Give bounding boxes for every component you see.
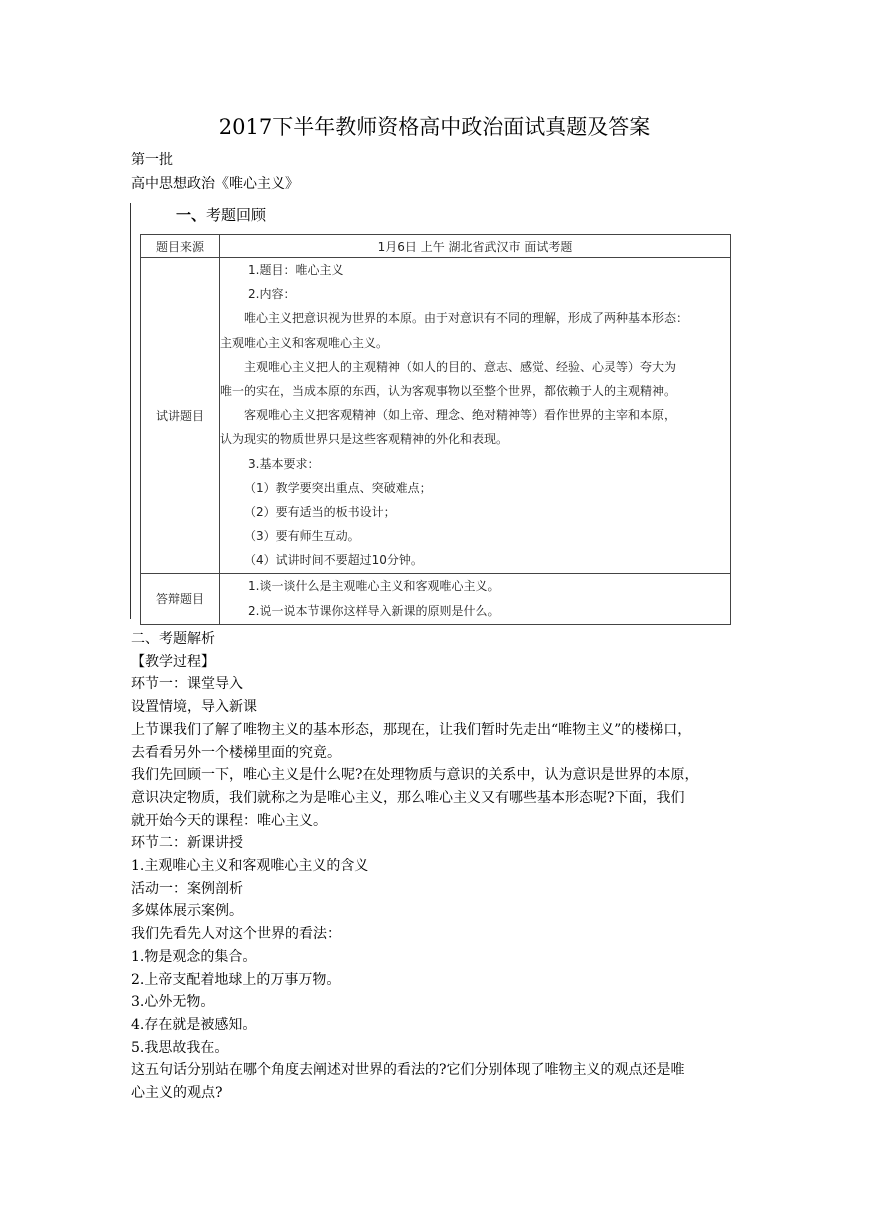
stage-one-heading: 环节一：课堂导入 xyxy=(131,676,243,693)
table-row-defense xyxy=(141,573,731,624)
table-row-lecture xyxy=(141,258,731,574)
review-heading xyxy=(176,204,266,226)
defense-line: 1.谈一谈什么是主观唯心主义和客观唯心主义。 xyxy=(248,579,500,594)
paragraph-line: 心主义的观点? xyxy=(131,1085,223,1102)
lecture-line: 3.基本要求： xyxy=(248,456,320,471)
lecture-label-cell: 试讲题目 xyxy=(141,258,220,574)
defense-line: 2.说一说本节课你这样导入新课的原则是什么。 xyxy=(248,603,500,618)
subject-label: 高中思想政治《唯心主义》 xyxy=(131,176,299,192)
teaching-process-heading: 【教学过程】 xyxy=(131,653,215,670)
stage-two-heading: 环节二：新课讲授 xyxy=(131,835,243,852)
paragraph-line: 去看看另外一个楼梯里面的究竟。 xyxy=(131,744,341,761)
section-margin-rule xyxy=(130,203,131,619)
document-title: 2017下半年教师资格高中政治面试真题及答案 xyxy=(218,115,651,139)
paragraph-line: 活动一：案例剖析 xyxy=(131,880,243,897)
paragraph-line: 这五句话分别站在哪个角度去阐述对世界的看法的?它们分别体现了唯物主义的观点还是唯 xyxy=(131,1062,685,1079)
list-item: 4.存在就是被感知。 xyxy=(131,1016,257,1033)
lecture-line: 1.题目：唯心主义 xyxy=(248,263,344,277)
review-heading-text: 考题回顾 xyxy=(206,206,267,224)
paragraph-line: 就开始今天的课程：唯心主义。 xyxy=(131,812,327,829)
analysis-section xyxy=(131,628,741,1105)
lecture-line: （3）要有师生互动。 xyxy=(244,529,360,544)
source-value-cell: 1月6日 上午 湖北省武汉市 面试考题 xyxy=(220,235,731,258)
lecture-line: 主观唯心主义把人的主观精神（如人的目的、意志、感觉、经验、心灵等）夸大为 xyxy=(244,359,677,374)
defense-label-cell: 答辩题目 xyxy=(141,573,220,624)
defense-content-cell xyxy=(220,573,731,624)
list-item: 1.物是观念的集合。 xyxy=(131,948,257,965)
lecture-line: （4）试讲时间不要超过10分钟。 xyxy=(244,553,423,568)
paragraph-line: 设置情境，导入新课 xyxy=(131,699,257,716)
lecture-line: 主观唯心主义和客观唯心主义。 xyxy=(220,335,389,350)
lecture-line: 唯心主义把意识视为世界的本原。由于对意识有不同的理解，形成了两种基本形态： xyxy=(244,311,689,326)
analysis-heading: 二、考题解析 xyxy=(131,631,215,647)
list-item: 5.我思故我在。 xyxy=(131,1039,229,1056)
lecture-content-cell xyxy=(220,258,731,574)
list-item: 2.上帝支配着地球上的万事万物。 xyxy=(131,971,341,988)
paragraph-line: 意识决定物质，我们就称之为是唯心主义，那么唯心主义又有哪些基本形态呢?下面，我们 xyxy=(131,789,685,806)
lecture-line: 认为现实的物质世界只是这些客观精神的外化和表现。 xyxy=(220,432,509,447)
lecture-line: （2）要有适当的板书设计； xyxy=(244,505,396,520)
lecture-line: 客观唯心主义把客观精神（如上帝、理念、绝对精神等）看作世界的主宰和本原， xyxy=(244,408,677,423)
paragraph-line: 1.主观唯心主义和客观唯心主义的含义 xyxy=(131,858,369,875)
paragraph-line: 多媒体展示案例。 xyxy=(131,903,243,920)
paragraph-line: 我们先看先人对这个世界的看法： xyxy=(131,926,341,943)
lecture-line: （1）教学要突出重点、突破难点； xyxy=(244,480,432,495)
source-label-cell: 题目来源 xyxy=(141,235,220,258)
table-row-source xyxy=(141,235,731,258)
exam-review-table xyxy=(140,234,731,625)
lecture-line: 唯一的实在，当成本原的东西，认为客观事物以至整个世界，都依赖于人的主观精神。 xyxy=(220,384,677,399)
list-item: 3.心外无物。 xyxy=(131,994,215,1011)
batch-label: 第一批 xyxy=(131,152,173,168)
review-heading-number: 一、 xyxy=(176,206,207,224)
paragraph-line: 上节课我们了解了唯物主义的基本形态，那现在，让我们暂时先走出“唯物主义”的楼梯口， xyxy=(131,721,692,738)
lecture-line: 2.内容： xyxy=(248,287,296,302)
paragraph-line: 我们先回顾一下，唯心主义是什么呢?在处理物质与意识的关系中，认为意识是世界的本原， xyxy=(131,767,699,784)
